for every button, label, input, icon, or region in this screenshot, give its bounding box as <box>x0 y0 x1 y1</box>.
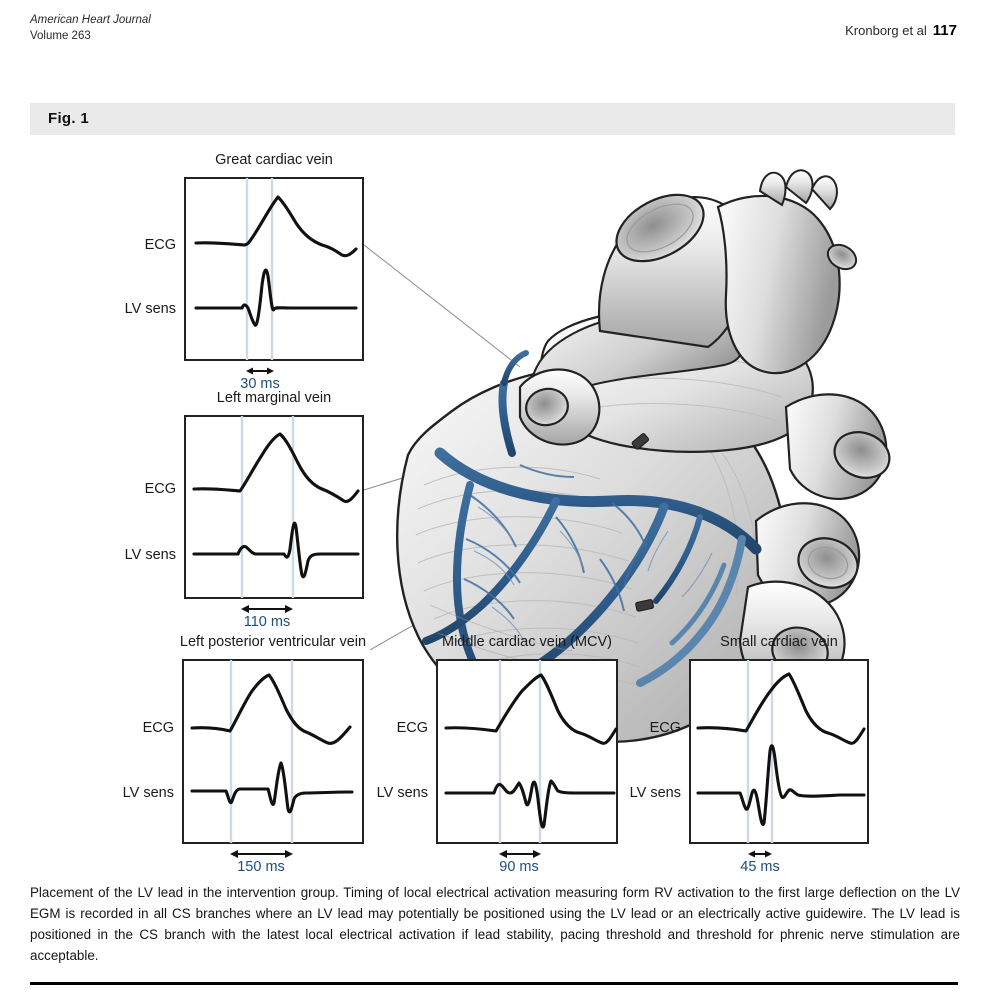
row-label-lvsens-left-posterior-ventricular-vein: LV sens <box>122 785 174 801</box>
row-label-lvsens-middle-cardiac-vein: LV sens <box>376 785 428 801</box>
journal-volume: Volume 263 <box>30 30 91 42</box>
panel-title-small-cardiac-vein: Small cardiac vein <box>720 634 838 650</box>
footer-rule <box>30 982 958 985</box>
measure-label-middle-cardiac-vein: 90 ms <box>499 859 539 875</box>
authors-label: Kronborg et al <box>845 23 927 38</box>
leader-line-great-cardiac-vein <box>364 245 520 367</box>
measure-label-left-marginal-vein: 110 ms <box>243 614 291 630</box>
panel-box-left-posterior-ventricular-vein <box>183 660 363 843</box>
row-label-lvsens-great-cardiac-vein: LV sens <box>124 301 176 317</box>
row-label-lvsens-left-marginal-vein: LV sens <box>124 547 176 563</box>
running-head-left <box>30 12 151 44</box>
figure-canvas <box>0 135 985 875</box>
figure-caption: Placement of the LV lead in the intervention group. Timing of local electrical activation measuring form RV activation to the first large deflection on the LV EGM is recorded in all CS branches where an LV lead may potentially be positioned using the LV lead or an electrically active guidewire. The LV lead is positioned in the CS branch with the latest local electrical activation if lead stability, pacing threshold and threshold for phrenic nerve stimulation are acceptable. <box>30 885 960 963</box>
panel-title-great-cardiac-vein: Great cardiac vein <box>215 152 333 168</box>
figure-label: Fig. 1 <box>48 110 89 127</box>
panel-title-left-marginal-vein: Left marginal vein <box>216 390 332 406</box>
page-number: 117 <box>932 22 957 39</box>
measure-label-great-cardiac-vein: 30 ms <box>240 376 280 392</box>
panel-box-small-cardiac-vein <box>690 660 868 843</box>
row-label-lvsens-small-cardiac-vein: LV sens <box>629 785 681 801</box>
row-label-ecg-middle-cardiac-vein: ECG <box>396 720 428 736</box>
aortic-arch <box>718 196 840 373</box>
panel-box-left-marginal-vein <box>185 416 363 598</box>
panel-title-middle-cardiac-vein: Middle cardiac vein (MCV) <box>441 634 613 650</box>
measure-label-small-cardiac-vein: 45 ms <box>740 859 780 875</box>
panel-great-cardiac-vein <box>125 152 363 392</box>
measure-label-left-posterior-ventricular-vein: 150 ms <box>237 859 285 875</box>
heart-illustration <box>397 170 896 741</box>
row-label-ecg-left-posterior-ventricular-vein: ECG <box>142 720 174 736</box>
row-label-ecg-great-cardiac-vein: ECG <box>144 237 176 253</box>
panel-title-left-posterior-ventricular-vein: Left posterior ventricular vein <box>179 634 367 650</box>
figure-banner <box>30 103 955 135</box>
row-label-ecg-small-cardiac-vein: ECG <box>649 720 681 736</box>
panel-left-posterior-ventricular-vein <box>123 634 366 875</box>
panel-middle-cardiac-vein <box>377 634 617 875</box>
running-head-right <box>845 22 957 39</box>
journal-name: American Heart Journal <box>30 14 151 26</box>
panel-left-marginal-vein <box>125 390 363 630</box>
row-label-ecg-left-marginal-vein: ECG <box>144 481 176 497</box>
